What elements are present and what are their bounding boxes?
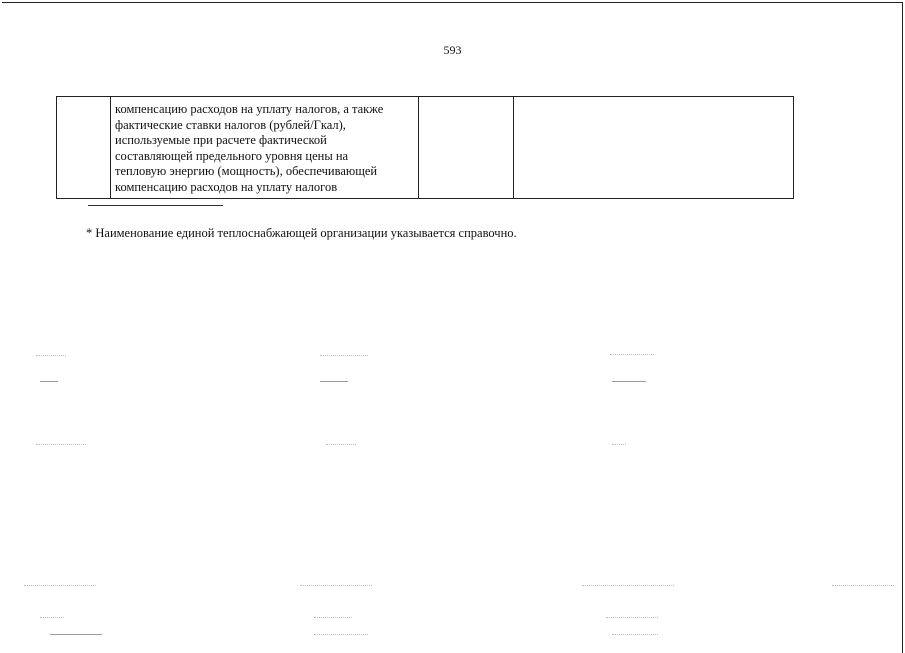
footnote-separator [88, 205, 223, 206]
scan-artifact [832, 585, 894, 586]
scan-artifact [610, 354, 654, 355]
table-cell-unit [419, 97, 514, 199]
scan-artifact [612, 444, 626, 445]
scan-artifact [314, 617, 352, 618]
scan-artifact [36, 355, 66, 356]
table-row [57, 97, 794, 199]
scan-artifact [320, 355, 368, 356]
tariff-table [56, 96, 794, 199]
scan-artifact [612, 634, 658, 635]
scan-artifact [582, 585, 674, 586]
scan-artifact [24, 585, 96, 586]
scan-artifact [612, 381, 646, 382]
footnote-text: * Наименование единой теплоснабжающей организации указывается справочно. [86, 226, 517, 240]
scan-artifact [40, 381, 58, 382]
scan-artifact [36, 444, 86, 445]
description-line: используемые при расчете фактической [115, 133, 327, 148]
page-number: 593 [443, 43, 462, 57]
scan-artifact [320, 381, 348, 382]
scan-artifact [314, 634, 368, 635]
description-line: компенсацию расходов на уплату налогов, а также [115, 102, 384, 116]
table-cell-value [514, 97, 794, 199]
scan-artifact [300, 585, 372, 586]
scan-artifact [326, 444, 356, 445]
description-line: тепловую энергию (мощность), обеспечивающей [115, 164, 378, 179]
scan-artifact [40, 617, 64, 618]
table-cell-description [111, 97, 419, 199]
table-cell-number [57, 97, 111, 199]
scan-artifact [606, 617, 658, 618]
description-line: компенсацию расходов на уплату налогов [115, 179, 338, 194]
description-line: составляющей предельного уровня цены на [115, 148, 349, 163]
scan-artifact [50, 634, 102, 635]
description-line: фактические ставки налогов (рублей/Гкал), [115, 117, 346, 132]
